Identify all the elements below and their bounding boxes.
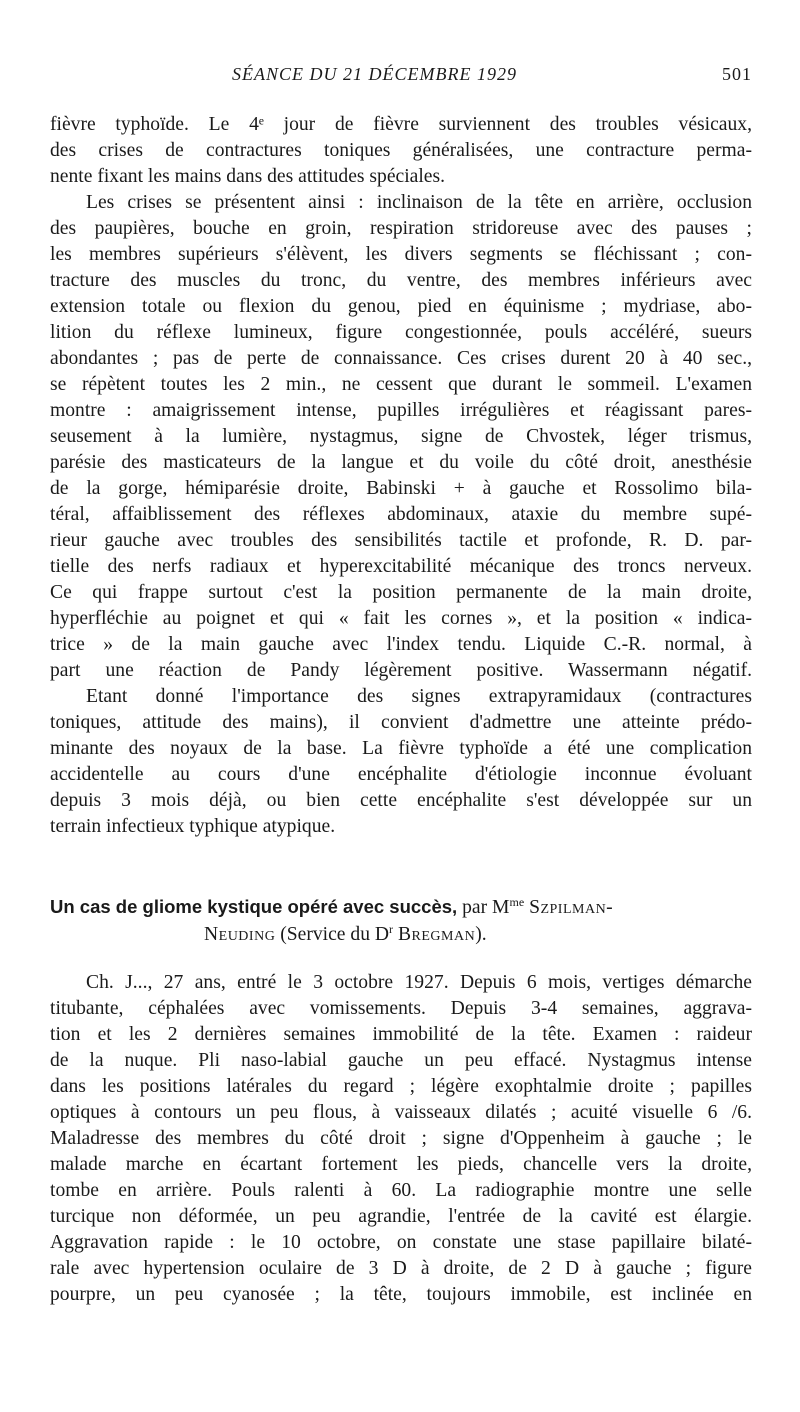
text-line: Maladresse des membres du côté droit ; signe d'Oppenheim à gauche ; le: [50, 1128, 752, 1149]
text-line: minante des noyaux de la base. La fièvre typhoïde a été une complication: [50, 738, 752, 759]
text-line: tielle des nerfs radiaux et hyperexcitabilité mécanique des troncs nerveux.: [50, 556, 752, 577]
text-line: part une réaction de Pandy légèrement positive. Wassermann négatif.: [50, 660, 752, 681]
section-title-par: par: [462, 897, 488, 918]
text-line: rieur gauche avec troubles des sensibilités tactile et profonde, R. D. par-: [50, 530, 752, 551]
text-line: optiques à contours un peu flous, à vaisseaux dilatés ; acuité visuelle 6 /6.: [50, 1102, 752, 1123]
section-title-mme: $M^{me}$: [492, 895, 525, 918]
text-line: les membres supérieurs s'élèvent, les divers segments se fléchissant ; con-: [50, 244, 752, 265]
text-line: téral, affaiblissement des réflexes abdominaux, ataxie du membre supé-: [50, 504, 752, 525]
text-line: hyperfléchie au poignet et qui « fait les cornes », et la position « indica-: [50, 608, 752, 629]
text-line: abondantes ; pas de perte de connaissance. Ces crises durent 20 à 40 sec.,: [50, 348, 752, 369]
text-line: fièvre typhoïde. Le 4ᵉ jour de fièvre surviennent des troubles vésicaux,: [50, 114, 752, 135]
running-title: SÉANCE DU 21 DÉCEMBRE 1929: [232, 64, 517, 84]
text-line: parésie des masticateurs de la langue et du voile du côté droit, anesthésie: [50, 452, 752, 473]
text-line: extension totale ou flexion du genou, pied en équinisme ; mydriase, abo-: [50, 296, 752, 317]
text-line: tracture des muscles du tronc, du ventre, des membres inférieurs avec: [50, 270, 752, 291]
text-line: malade marche en écartant fortement les pieds, chancelle vers la droite,: [50, 1154, 752, 1175]
text-line: trice » de la main gauche avec l'index tendu. Liquide C.-R. normal, à: [50, 634, 752, 655]
text-line: depuis 3 mois déjà, ou bien cette encéphalite s'est développée sur un: [50, 790, 752, 811]
text-line: nente fixant les mains dans des attitudes spéciales.: [50, 166, 446, 187]
text-line: titubante, céphalées avec vomissements. Depuis 3-4 semaines, aggrava-: [50, 998, 752, 1019]
section-title-main: Un cas de gliome kystique opéré avec succès,: [50, 896, 458, 917]
text-line: Ch. J..., 27 ans, entré le 3 octobre 1927. Depuis 6 mois, vertiges démarche: [86, 972, 752, 993]
service-note: (Service du $D^r$ Bregman).: [280, 922, 487, 945]
running-header: [0, 64, 800, 94]
text-line: des crises de contractures toniques généralisées, une contracture perma-: [50, 140, 752, 161]
text-line: pourpre, un peu cyanosée ; la tête, toujours immobile, est inclinée en: [50, 1284, 752, 1305]
text-line: de la gorge, hémiparésie droite, Babinski + à gauche et Rossolimo bila-: [50, 478, 752, 499]
text-line: de la nuque. Pli naso-labial gauche un peu effacé. Nystagmus intense: [50, 1050, 752, 1071]
text-line: Aggravation rapide : le 10 octobre, on constate une stase papillaire bilaté-: [50, 1232, 752, 1253]
text-line: Les crises se présentent ainsi : inclinaison de la tête en arrière, occlusion: [86, 192, 752, 213]
author-name-part1: Szpilman-: [529, 897, 614, 918]
text-line: tion et les 2 dernières semaines immobilité de la tête. Examen : raideur: [50, 1024, 752, 1045]
text-line: accidentelle au cours d'une encéphalite d'étiologie inconnue évoluant: [50, 764, 752, 785]
text-line: dans les positions latérales du regard ; légère exophtalmie droite ; papilles: [50, 1076, 752, 1097]
page-number: 501: [722, 64, 752, 84]
text-line: rale avec hypertension oculaire de 3 D à droite, de 2 D à gauche ; figure: [50, 1258, 752, 1279]
text-line: seusement à la lumière, nystagmus, signe de Chvostek, léger trismus,: [50, 426, 752, 447]
text-line: terrain infectieux typhique atypique.: [50, 816, 336, 837]
author-name-part2: Neuding: [204, 924, 276, 945]
text-line: turcique non déformée, un peu agrandie, l'entrée de la cavité est élargie.: [50, 1206, 752, 1227]
text-line: Ce qui frappe surtout c'est la position permanente de la main droite,: [50, 582, 752, 603]
text-line: des paupières, bouche en groin, respiration stridoreuse avec des pauses ;: [50, 218, 752, 239]
text-line: montre : amaigrissement intense, pupilles irrégulières et réagissant pares-: [50, 400, 752, 421]
text-line: tombe en arrière. Pouls ralenti à 60. La radiographie montre une selle: [50, 1180, 752, 1201]
text-line: se répètent toutes les 2 min., ne cessent que durant le sommeil. L'examen: [50, 374, 752, 395]
text-line: lition du réflexe lumineux, figure congestionnée, pouls accéléré, sueurs: [50, 322, 752, 343]
text-line: Etant donné l'importance des signes extrapyramidaux (contractures: [86, 686, 752, 707]
section-title: [50, 894, 752, 921]
text-line: toniques, attitude des mains), il convient d'admettre une atteinte prédo-: [50, 712, 752, 733]
section-title-line2: [204, 922, 764, 948]
